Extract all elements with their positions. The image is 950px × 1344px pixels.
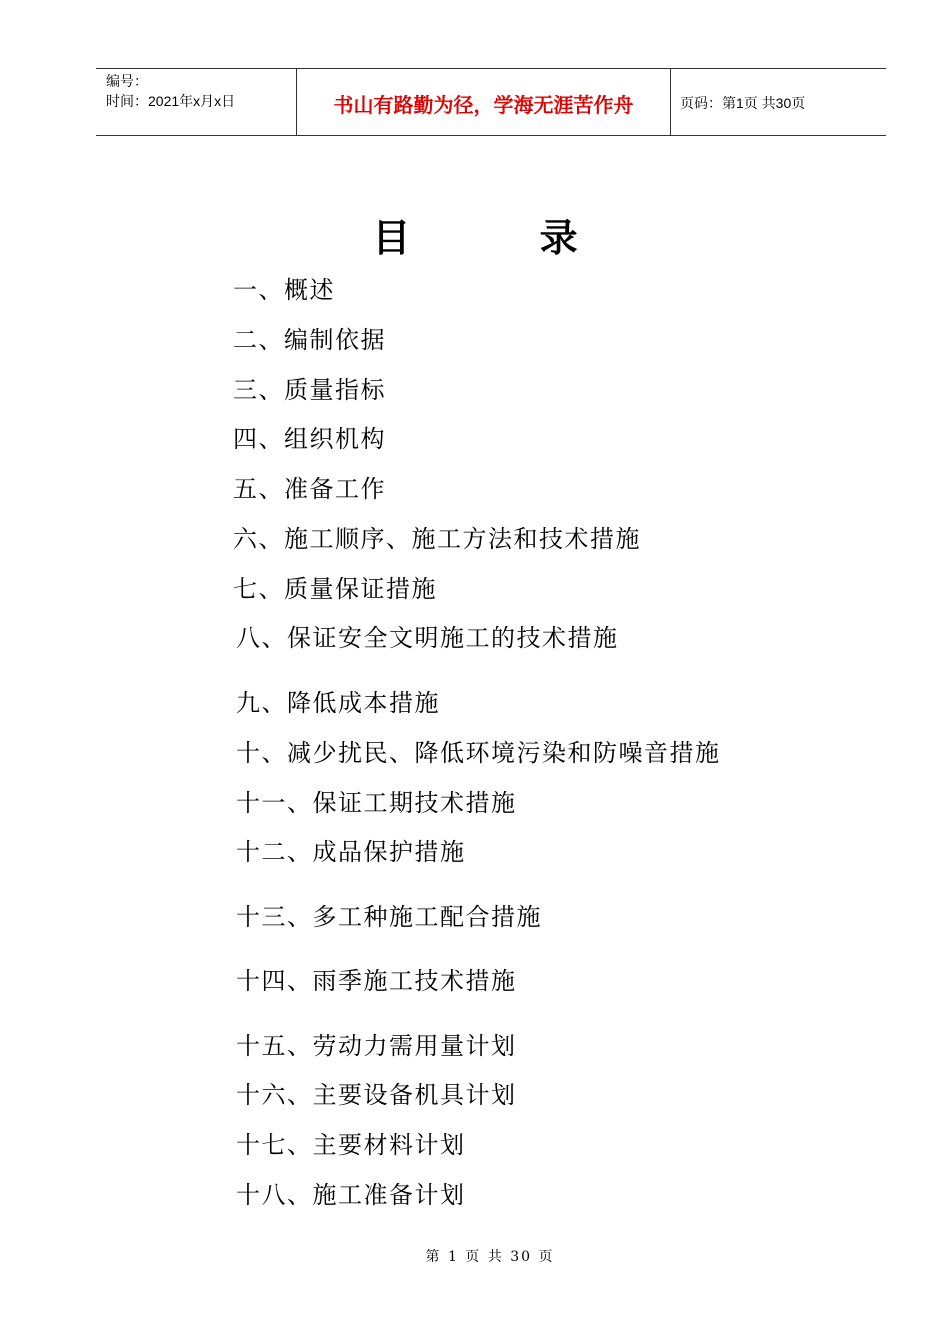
page-footer: 第 1 页 共 30 页 <box>425 1249 555 1265</box>
toc-item[interactable]: 十六、主要设备机具计划 <box>236 1081 517 1109</box>
toc-item[interactable]: 十五、劳动力需用量计划 <box>236 1032 517 1060</box>
document-code-label: 编号： <box>106 73 148 89</box>
header-motto: 书山有路勤为径，学海无涯苦作舟 <box>333 93 634 117</box>
toc-title-text: 目 录 <box>372 216 636 260</box>
toc-item[interactable]: 十八、施工准备计划 <box>236 1181 466 1209</box>
toc-item[interactable]: 十、减少扰民、降低环境污染和防噪音措施 <box>236 739 721 767</box>
toc-item[interactable]: 七、质量保证措施 <box>233 575 437 603</box>
toc-item[interactable]: 十三、多工种施工配合措施 <box>236 903 542 931</box>
toc-item[interactable]: 十二、成品保护措施 <box>236 838 466 866</box>
toc-item[interactable]: 十七、主要材料计划 <box>236 1131 466 1159</box>
toc-item[interactable]: 四、组织机构 <box>233 425 386 453</box>
toc-item[interactable]: 六、施工顺序、施工方法和技术措施 <box>233 525 641 553</box>
toc-item[interactable]: 三、质量指标 <box>233 376 386 404</box>
toc-item[interactable]: 八、保证安全文明施工的技术措施 <box>236 624 619 652</box>
toc-item[interactable]: 二、编制依据 <box>233 326 386 354</box>
toc-item[interactable]: 一、概述 <box>233 276 335 304</box>
toc-item[interactable]: 十四、雨季施工技术措施 <box>236 967 517 995</box>
document-time-label: 时间：2021年x月x日 <box>106 93 236 109</box>
toc-item[interactable]: 九、降低成本措施 <box>236 689 440 717</box>
toc-item[interactable]: 五、准备工作 <box>233 475 386 503</box>
toc-item[interactable]: 十一、保证工期技术措施 <box>236 789 517 817</box>
header-page-number: 页码：第1页 共30页 <box>680 95 806 111</box>
